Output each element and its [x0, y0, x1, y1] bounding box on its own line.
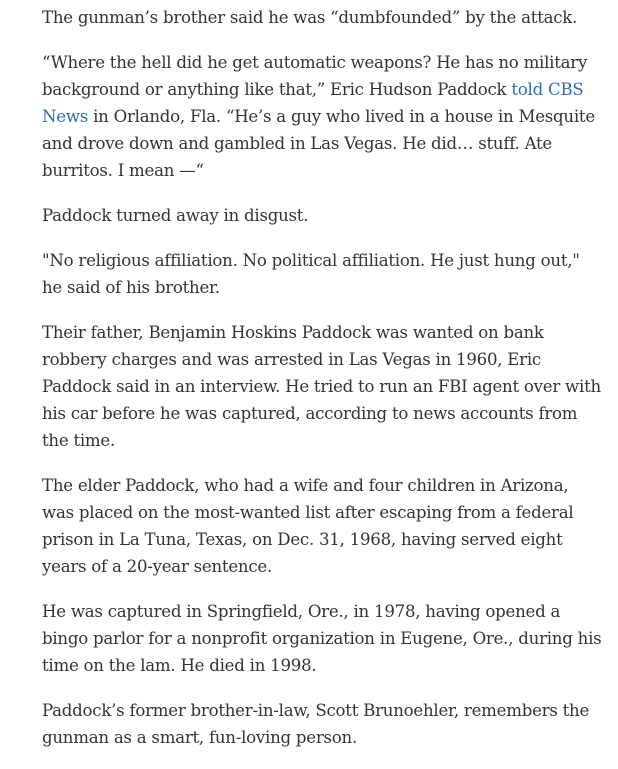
paragraph-turned-away: Paddock turned away in disgust. — [42, 206, 309, 225]
paragraph-text-before-link: “Where the hell did he get automatic weapons? He has no military background or anything like that,” Eric Hudson Paddock — [42, 53, 588, 99]
paragraph-text-after-link: in Orlando, Fla. “He’s a guy who lived in a house in Mesquite and drove down and gambled in Las Vegas. He did… stuff. Ate burritos. I mean —“ — [42, 107, 595, 180]
paragraph-father-background: Their father, Benjamin Hoskins Paddock was wanted on bank robbery charges and was arrested in Las Vegas in 1960, Eric Paddock said in an interview. He tried to run an FBI agent over with his car before he was captured, according to news accounts from the time. — [42, 323, 601, 450]
paragraph-brother-dumbfounded: The gunman’s brother said he was “dumbfounded” by the attack. — [42, 8, 578, 27]
cbs-news-link[interactable]: told CBS News — [42, 80, 584, 126]
paragraph-elder-paddock-escape: The elder Paddock, who had a wife and four children in Arizona, was placed on the most-wanted list after escaping from a federal prison in La Tuna, Texas, on Dec. 31, 1968, having served eight years of a 20-year sentence. — [42, 476, 574, 576]
paragraph-quote-eric-paddock — [42, 49, 602, 184]
paragraph-captured-springfield: He was captured in Springfield, Ore., in 1978, having opened a bingo parlor for a nonprofit organization in Eugene, Ore., during his time on the lam. He died in 1998. — [42, 602, 602, 675]
paragraph-no-affiliation-quote: "No religious affiliation. No political affiliation. He just hung out," he said of his brother. — [42, 251, 580, 297]
paragraph-brother-in-law: Paddock’s former brother-in-law, Scott Brunoehler, remembers the gunman as a smart, fun-loving person. — [42, 701, 590, 747]
article-body — [42, 4, 602, 769]
